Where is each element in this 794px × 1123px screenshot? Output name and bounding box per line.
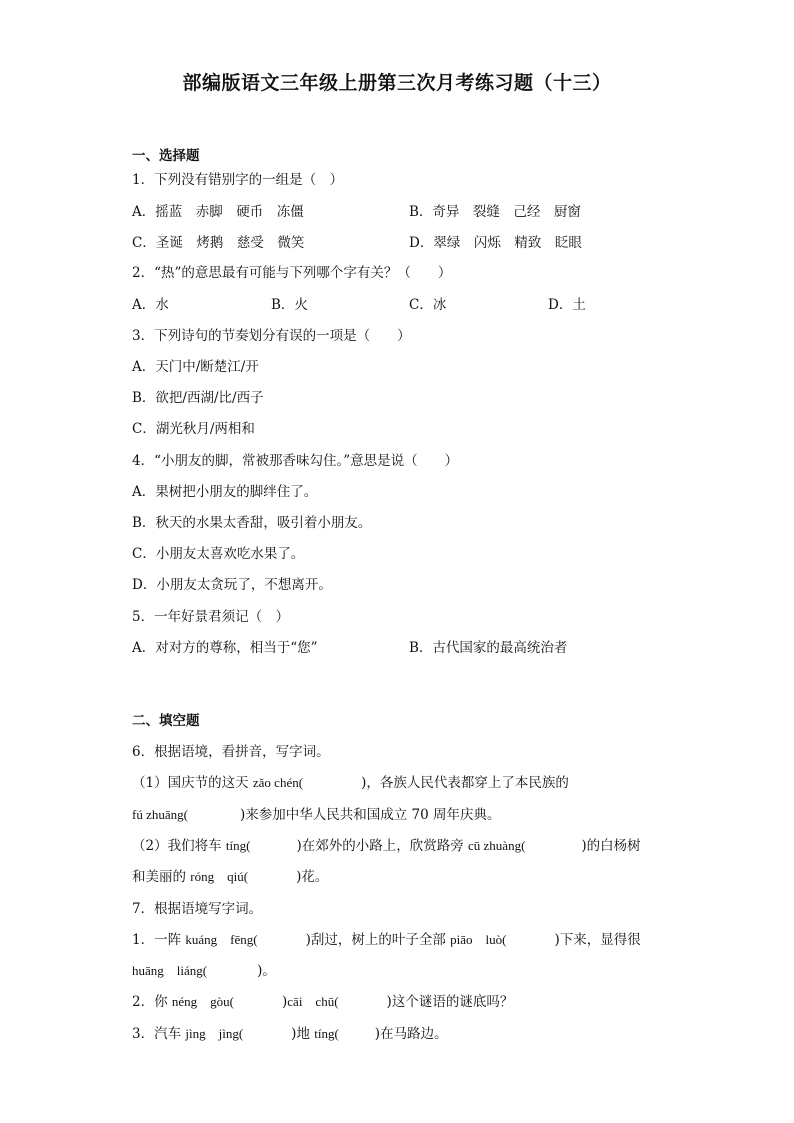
q7-text: )这个谜语的谜底吗？ — [386, 994, 514, 1010]
question-7-line-3 — [132, 993, 513, 1011]
question-4-option-b[interactable]: B．秋天的水果太香甜，吸引着小朋友。 — [132, 515, 372, 531]
q6-text: )花。 — [296, 869, 329, 885]
q6-pinyin-ting: tíng( — [225, 838, 251, 853]
q7-text: 3．汽车 — [132, 1026, 186, 1042]
question-3-option-b[interactable]: B．欲把/西湖/比/西子 — [132, 390, 264, 406]
q7-pinyin-ting: tíng( — [314, 1026, 339, 1041]
q7-pinyin-huangliang: huāng liáng( — [132, 963, 208, 978]
question-2-stem: 2．“热”的意思最有可能与下列哪个字有关？（ ） — [132, 265, 452, 281]
q7-pinyin-piaoluo: piāo luò( — [450, 932, 507, 947]
question-3-stem: 3．下列诗句的节奏划分有误的一项是（ ） — [132, 328, 411, 344]
question-5-option-b[interactable]: B．古代国家的最高统治者 — [409, 640, 568, 656]
q7-pinyin-kuangfeng: kuáng fēng( — [185, 932, 258, 947]
question-5-options-row — [132, 639, 732, 657]
q7-text: )地 — [291, 1026, 315, 1042]
q6-text: )在郊外的小路上，欣赏路旁 — [296, 838, 469, 854]
question-1-option-b[interactable]: B．奇异 裂缝 己经 厨窗 — [409, 204, 581, 220]
question-4-option-a[interactable]: A．果树把小朋友的脚绊住了。 — [132, 484, 318, 500]
q7-text: )下来，显得很 — [554, 932, 641, 948]
question-3-option-c[interactable]: C．湖光秋月/两相和 — [132, 421, 255, 437]
q6-pinyin-rongqiu: róng qiú( — [190, 869, 249, 884]
q7-text: )刮过，树上的叶子全部 — [305, 932, 451, 948]
question-1-options-row-1 — [132, 203, 732, 221]
q7-text: ) — [282, 994, 288, 1010]
question-7-line-1 — [132, 931, 641, 949]
q6-pinyin-fuzhuang: fú zhuāng( — [132, 807, 188, 822]
q6-text: )来参加中华人民共和国成立 70 周年庆典。 — [239, 807, 501, 823]
q7-text: )。 — [257, 963, 276, 979]
question-5-option-a[interactable]: A．对对方的尊称，相当于“您” — [132, 640, 318, 656]
q6-pinyin-cuzhuang: cū zhuàng( — [468, 838, 526, 853]
question-3-option-a[interactable]: A．天门中/断楚江/开 — [132, 359, 259, 375]
question-6-line-2 — [132, 806, 500, 824]
q7-text: 2．你 — [132, 994, 172, 1010]
question-1-option-d[interactable]: D．翠绿 闪烁 精致 眨眼 — [409, 235, 582, 251]
question-2-option-b[interactable]: B．火 — [271, 297, 308, 313]
q7-text: )在马路边。 — [374, 1026, 448, 1042]
q7-pinyin-nenggou: néng gòu( — [171, 994, 234, 1009]
q6-text: )，各族人民代表都穿上了本民族的 — [361, 775, 569, 791]
q7-pinyin-jingjing: jìng jìng( — [185, 1026, 244, 1041]
question-4-stem: 4．“小朋友的脚，常被那香味勾住。”意思是说（ ） — [132, 453, 459, 469]
question-4-option-d[interactable]: D．小朋友太贪玩了，不想离开。 — [132, 577, 332, 593]
question-1-options-row-2 — [132, 234, 732, 252]
q6-text: （2）我们将车 — [132, 838, 226, 854]
q6-pinyin-zaochen: zǎo chén( — [252, 775, 304, 790]
section-heading-fill: 二、填空题 — [132, 713, 200, 729]
question-6-line-4 — [132, 868, 328, 886]
question-1-option-c[interactable]: C．圣诞 烤鹅 慈受 微笑 — [132, 235, 305, 251]
q6-text: 和美丽的 — [132, 869, 191, 885]
question-2-option-c[interactable]: C．冰 — [409, 297, 447, 313]
question-6-stem: 6．根据语境，看拼音，写字词。 — [132, 744, 330, 760]
q7-pinyin-caichu: cāi chū( — [287, 994, 339, 1009]
q6-text: （1）国庆节的这天 — [132, 775, 253, 791]
q7-text: 1．一阵 — [132, 932, 186, 948]
question-2-option-a[interactable]: A．水 — [132, 297, 169, 313]
page-title: 部编版语文三年级上册第三次月考练习题（十三） — [182, 72, 612, 94]
question-7-stem: 7．根据语境写字词。 — [132, 901, 263, 917]
question-2-option-d[interactable]: D．土 — [548, 297, 586, 313]
section-heading-choice: 一、选择题 — [132, 148, 200, 164]
question-7-line-2 — [132, 962, 276, 980]
question-1-option-a[interactable]: A．摇蓝 赤脚 硬币 冻僵 — [132, 204, 304, 220]
question-6-line-3 — [132, 837, 641, 855]
question-6-line-1 — [132, 774, 569, 792]
question-4-option-c[interactable]: C．小朋友太喜欢吃水果了。 — [132, 546, 305, 562]
question-2-options-row — [132, 296, 732, 314]
question-1-stem: 1．下列没有错别字的一组是（ ） — [132, 172, 344, 188]
question-7-line-4 — [132, 1025, 448, 1043]
question-5-stem: 5．一年好景君须记（ ） — [132, 609, 290, 625]
q6-text: )的白杨树 — [581, 838, 641, 854]
